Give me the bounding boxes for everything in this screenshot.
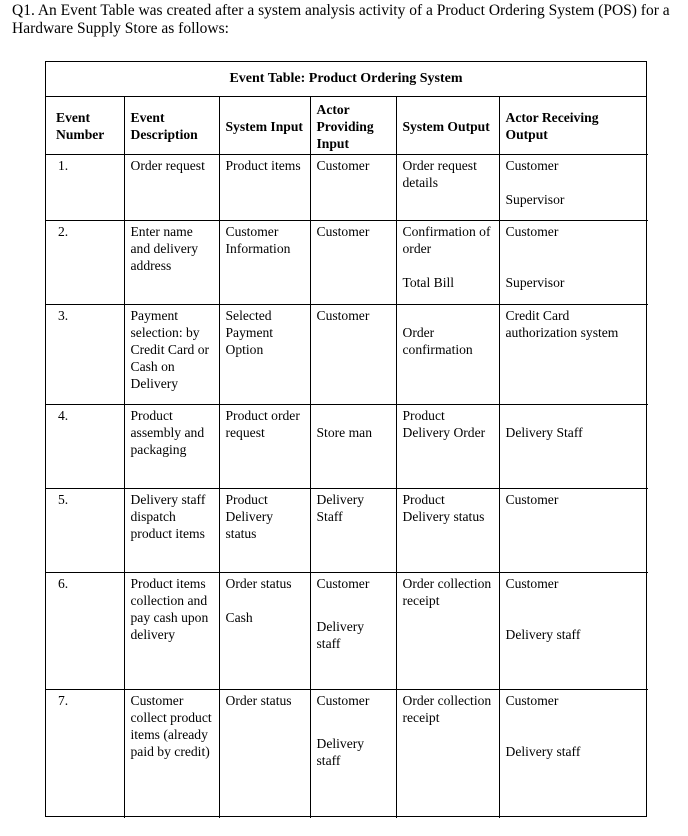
actor-output-line: Customer <box>505 224 559 240</box>
header-actor-receiving-output: Actor Receiving Output <box>499 96 648 155</box>
actor-receiving-output: Customer <box>499 489 648 573</box>
output-line: Total Bill <box>402 274 455 290</box>
actor-input-line: Customer <box>316 576 370 592</box>
question-text: Q1. An Event Table was created after a system analysis activity of a Product Ordering System (POS) for a Hardware Supply Store as follows: <box>12 2 670 37</box>
event-number: 7. <box>46 690 124 818</box>
system-output: Product Delivery Order <box>396 405 499 489</box>
output-line: Confirmation of order <box>402 224 491 257</box>
header-system-output: System Output <box>396 96 499 155</box>
table-row <box>46 155 648 221</box>
system-input: Product Delivery status <box>219 489 310 573</box>
actor-output-line: Supervisor <box>505 275 565 291</box>
system-input: Order status <box>219 690 310 818</box>
table-row <box>46 573 648 690</box>
actor-providing-input: Customer <box>310 305 396 405</box>
table-row <box>46 489 648 573</box>
event-table <box>45 61 647 817</box>
header-system-input: System Input <box>219 96 310 155</box>
actor-receiving-output <box>499 690 648 818</box>
actor-output-line: Delivery staff <box>505 627 581 643</box>
event-number: 3. <box>46 305 124 405</box>
system-output <box>396 221 499 305</box>
system-input <box>219 573 310 690</box>
actor-input-line: Customer <box>316 693 370 709</box>
header-event-description: Event Description <box>124 96 219 155</box>
table-row <box>46 221 648 305</box>
table-row <box>46 405 648 489</box>
event-description: Product items collection and pay cash upon delivery <box>124 573 219 690</box>
event-grid <box>46 96 648 818</box>
event-description: Order request <box>124 155 219 221</box>
actor-output-line: Customer <box>505 158 559 174</box>
system-input: Customer Information <box>219 221 310 305</box>
actor-input-line: Store man <box>316 425 372 441</box>
event-description: Customer collect product items (already paid by credit) <box>124 690 219 818</box>
system-input: Product order request <box>219 405 310 489</box>
system-output: Product Delivery status <box>396 489 499 573</box>
input-line: Order status <box>225 576 292 592</box>
actor-receiving-output <box>499 155 648 221</box>
event-description: Product assembly and packaging <box>124 405 219 489</box>
actor-receiving-output: Credit Card authorization system <box>499 305 648 405</box>
system-output: Order collection receipt <box>396 573 499 690</box>
system-output <box>396 305 499 405</box>
event-number: 4. <box>46 405 124 489</box>
actor-providing-input: Customer <box>310 221 396 305</box>
actor-receiving-output <box>499 221 648 305</box>
actor-providing-input: Delivery Staff <box>310 489 396 573</box>
actor-output-line: Customer <box>505 693 559 709</box>
system-input: Selected Payment Option <box>219 305 310 405</box>
event-description: Payment selection: by Credit Card or Cash on Delivery <box>124 305 219 405</box>
input-line: Cash <box>225 610 253 626</box>
system-output: Order collection receipt <box>396 690 499 818</box>
table-row <box>46 305 648 405</box>
event-number: 6. <box>46 573 124 690</box>
header-actor-providing-input: Actor Providing Input <box>310 96 396 155</box>
actor-receiving-output <box>499 573 648 690</box>
header-event-number: Event Number <box>46 96 124 155</box>
system-output: Order request details <box>396 155 499 221</box>
actor-receiving-output <box>499 405 648 489</box>
actor-output-line: Supervisor <box>505 192 565 208</box>
actor-input-line: Delivery staff <box>316 736 365 768</box>
table-title: Event Table: Product Ordering System <box>46 62 646 97</box>
event-number: 1. <box>46 155 124 221</box>
event-description: Enter name and delivery address <box>124 221 219 305</box>
output-line: Order confirmation <box>402 325 473 358</box>
actor-providing-input <box>310 405 396 489</box>
actor-output-line: Delivery Staff <box>505 425 583 441</box>
table-row <box>46 690 648 818</box>
actor-providing-input <box>310 573 396 690</box>
actor-output-line: Customer <box>505 576 559 592</box>
event-description: Delivery staff dispatch product items <box>124 489 219 573</box>
event-number: 2. <box>46 221 124 305</box>
actor-providing-input: Customer <box>310 155 396 221</box>
system-input: Product items <box>219 155 310 221</box>
header-row <box>46 96 648 155</box>
event-number: 5. <box>46 489 124 573</box>
actor-input-line: Delivery staff <box>316 619 365 651</box>
actor-providing-input <box>310 690 396 818</box>
actor-output-line: Delivery staff <box>505 744 581 760</box>
